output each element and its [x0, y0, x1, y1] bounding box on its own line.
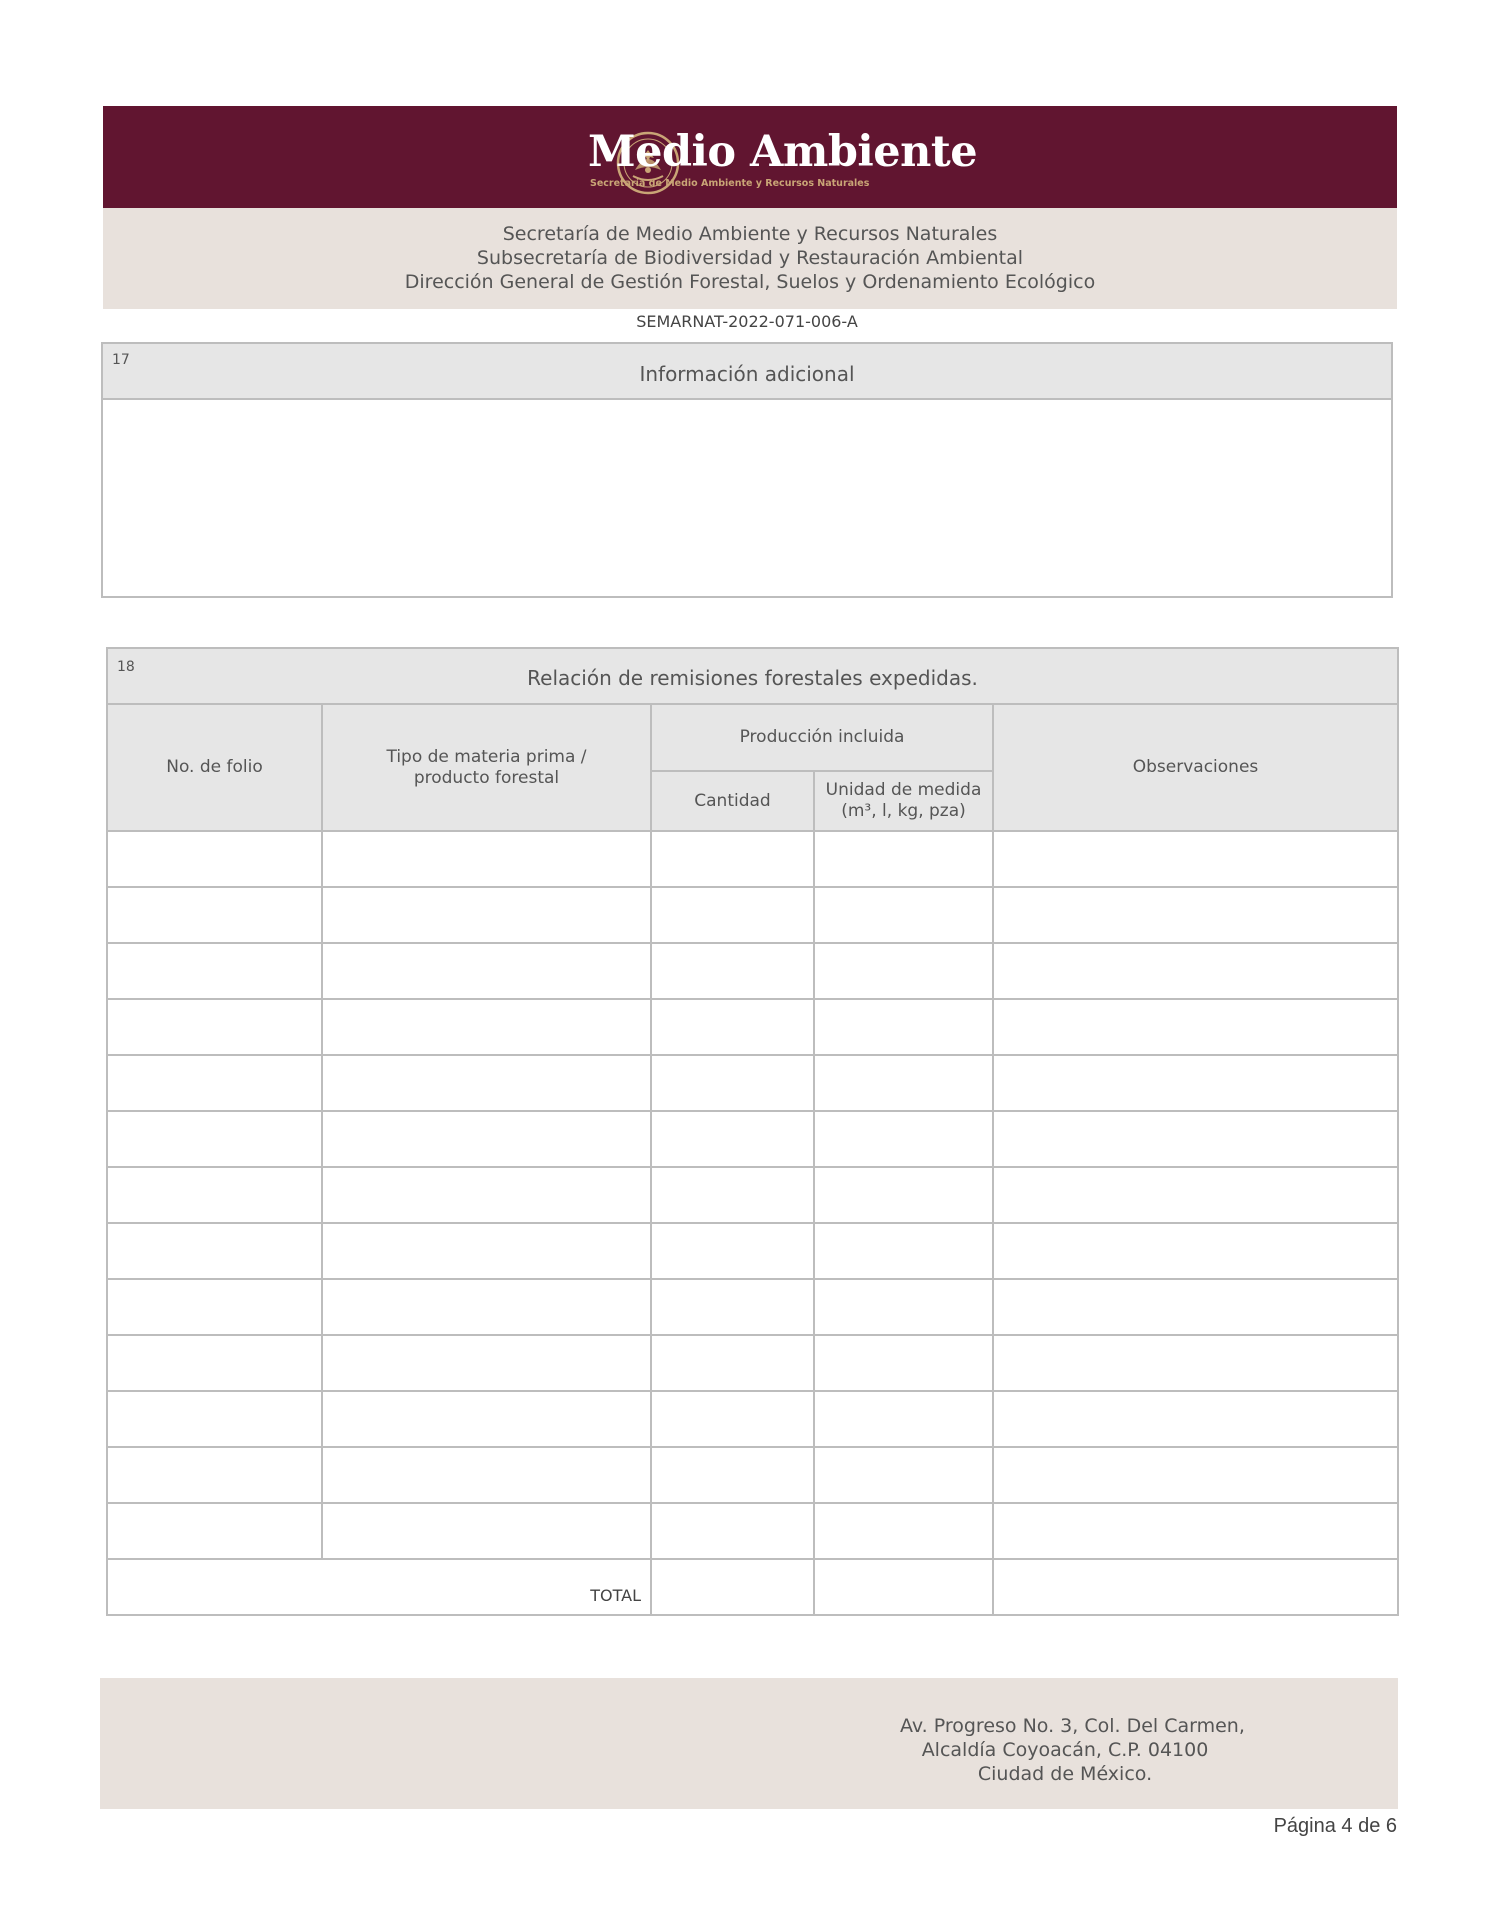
cantidad-cell[interactable] — [651, 1447, 814, 1503]
cantidad-cell[interactable] — [651, 1335, 814, 1391]
observaciones-cell[interactable] — [993, 1447, 1398, 1503]
cantidad-cell[interactable] — [651, 887, 814, 943]
table-row — [107, 1111, 1398, 1167]
total-label: TOTAL — [107, 1559, 651, 1615]
brand-subtitle: Secretaría de Medio Ambiente y Recursos Naturales — [590, 178, 870, 189]
entity-line-subsecretaria: Subsecretaría de Biodiversidad y Restauración Ambiental — [476, 247, 1024, 269]
total-unidad-cell[interactable] — [814, 1559, 993, 1615]
folio-cell[interactable] — [107, 1055, 322, 1111]
section-number: 17 — [112, 352, 130, 368]
column-header-folio: No. de folio — [107, 704, 322, 831]
tipo-cell[interactable] — [322, 831, 651, 887]
table-row — [107, 1447, 1398, 1503]
unidad-cell[interactable] — [814, 887, 993, 943]
tipo-cell[interactable] — [322, 943, 651, 999]
footer-address — [900, 1714, 1245, 1786]
observaciones-cell[interactable] — [993, 1335, 1398, 1391]
header-banner — [103, 106, 1397, 208]
tipo-cell[interactable] — [322, 1503, 651, 1559]
table-row — [107, 831, 1398, 887]
unidad-cell[interactable] — [814, 943, 993, 999]
cantidad-cell[interactable] — [651, 1167, 814, 1223]
unidad-cell[interactable] — [814, 1167, 993, 1223]
table-row — [107, 1503, 1398, 1559]
form-code: SEMARNAT-2022-071-006-A — [636, 312, 858, 331]
unidad-cell[interactable] — [814, 1503, 993, 1559]
observaciones-cell[interactable] — [993, 1111, 1398, 1167]
observaciones-cell[interactable] — [993, 943, 1398, 999]
folio-cell[interactable] — [107, 999, 322, 1055]
unidad-cell[interactable] — [814, 1055, 993, 1111]
cantidad-cell[interactable] — [651, 1223, 814, 1279]
tipo-cell[interactable] — [322, 1335, 651, 1391]
table-row — [107, 1223, 1398, 1279]
cantidad-cell[interactable] — [651, 1055, 814, 1111]
tipo-cell[interactable] — [322, 1279, 651, 1335]
observaciones-cell[interactable] — [993, 1167, 1398, 1223]
tipo-cell[interactable] — [322, 887, 651, 943]
observaciones-cell[interactable] — [993, 887, 1398, 943]
cantidad-cell[interactable] — [651, 1279, 814, 1335]
additional-info-field[interactable] — [103, 400, 1391, 596]
column-header-tipo — [322, 704, 651, 831]
unidad-cell[interactable] — [814, 1391, 993, 1447]
table-row — [107, 943, 1398, 999]
tipo-cell[interactable] — [322, 999, 651, 1055]
unidad-cell[interactable] — [814, 1279, 993, 1335]
tipo-cell[interactable] — [322, 1055, 651, 1111]
entity-box — [103, 208, 1397, 309]
table-row — [107, 887, 1398, 943]
section-informacion-adicional — [101, 342, 1393, 598]
observaciones-cell[interactable] — [993, 831, 1398, 887]
cantidad-cell[interactable] — [651, 999, 814, 1055]
total-cantidad-cell[interactable] — [651, 1559, 814, 1615]
tipo-cell[interactable] — [322, 1223, 651, 1279]
column-header-observaciones: Observaciones — [993, 704, 1398, 831]
entity-line-direccion: Dirección General de Gestión Forestal, Suelos y Ordenamiento Ecológico — [404, 271, 1096, 293]
folio-cell[interactable] — [107, 831, 322, 887]
folio-cell[interactable] — [107, 1447, 322, 1503]
brand — [588, 128, 977, 189]
section-number: 18 — [117, 659, 135, 675]
column-header-tipo-line1: Tipo de materia prima / — [386, 746, 587, 767]
unidad-cell[interactable] — [814, 831, 993, 887]
tipo-cell[interactable] — [322, 1167, 651, 1223]
observaciones-cell[interactable] — [993, 999, 1398, 1055]
cantidad-cell[interactable] — [651, 1503, 814, 1559]
tipo-cell[interactable] — [322, 1447, 651, 1503]
observaciones-cell[interactable] — [993, 1391, 1398, 1447]
folio-cell[interactable] — [107, 1391, 322, 1447]
unidad-cell[interactable] — [814, 999, 993, 1055]
tipo-cell[interactable] — [322, 1391, 651, 1447]
observaciones-cell[interactable] — [993, 1503, 1398, 1559]
column-header-unidad — [814, 771, 993, 831]
folio-cell[interactable] — [107, 1167, 322, 1223]
section-header — [107, 648, 1398, 704]
cantidad-cell[interactable] — [651, 831, 814, 887]
observaciones-cell[interactable] — [993, 1223, 1398, 1279]
column-header-cantidad: Cantidad — [651, 771, 814, 831]
section-remisiones — [106, 647, 1397, 1616]
footer — [100, 1678, 1398, 1809]
cantidad-cell[interactable] — [651, 943, 814, 999]
folio-cell[interactable] — [107, 887, 322, 943]
total-row — [107, 1559, 1398, 1615]
table-row — [107, 1391, 1398, 1447]
folio-cell[interactable] — [107, 943, 322, 999]
table-row — [107, 1279, 1398, 1335]
folio-cell[interactable] — [107, 1279, 322, 1335]
observaciones-cell[interactable] — [993, 1055, 1398, 1111]
table-row — [107, 999, 1398, 1055]
column-header-produccion: Producción incluida — [651, 704, 993, 771]
brand-title: Medio Ambiente — [588, 127, 978, 177]
table-row — [107, 1167, 1398, 1223]
page-number: Página 4 de 6 — [1273, 1815, 1397, 1837]
folio-cell[interactable] — [107, 1335, 322, 1391]
folio-cell[interactable] — [107, 1223, 322, 1279]
table-row — [107, 1055, 1398, 1111]
unidad-cell[interactable] — [814, 1447, 993, 1503]
unidad-cell[interactable] — [814, 1335, 993, 1391]
address-line: Ciudad de México. — [977, 1763, 1153, 1785]
section-title: Información adicional — [639, 362, 855, 386]
observaciones-cell[interactable] — [993, 1279, 1398, 1335]
section-header — [103, 344, 1391, 400]
folio-cell[interactable] — [107, 1503, 322, 1559]
unidad-cell[interactable] — [814, 1223, 993, 1279]
column-header-unidad-line2: (m³, l, kg, pza) — [841, 801, 966, 821]
address-line: Alcaldía Coyoacán, C.P. 04100 — [921, 1739, 1209, 1761]
unidad-cell[interactable] — [814, 1111, 993, 1167]
folio-cell[interactable] — [107, 1111, 322, 1167]
total-observaciones-cell[interactable] — [993, 1559, 1398, 1615]
address-line: Av. Progreso No. 3, Col. Del Carmen, — [900, 1715, 1245, 1737]
cantidad-cell[interactable] — [651, 1111, 814, 1167]
tipo-cell[interactable] — [322, 1111, 651, 1167]
column-header-tipo-line2: producto forestal — [413, 767, 560, 788]
column-header-unidad-line1: Unidad de medida — [825, 780, 982, 800]
cantidad-cell[interactable] — [651, 1391, 814, 1447]
table-row — [107, 1335, 1398, 1391]
section-title: Relación de remisiones forestales expedidas. — [527, 666, 978, 690]
remisiones-table — [106, 647, 1399, 1616]
entity-line-secretaria: Secretaría de Medio Ambiente y Recursos Naturales — [502, 223, 998, 245]
